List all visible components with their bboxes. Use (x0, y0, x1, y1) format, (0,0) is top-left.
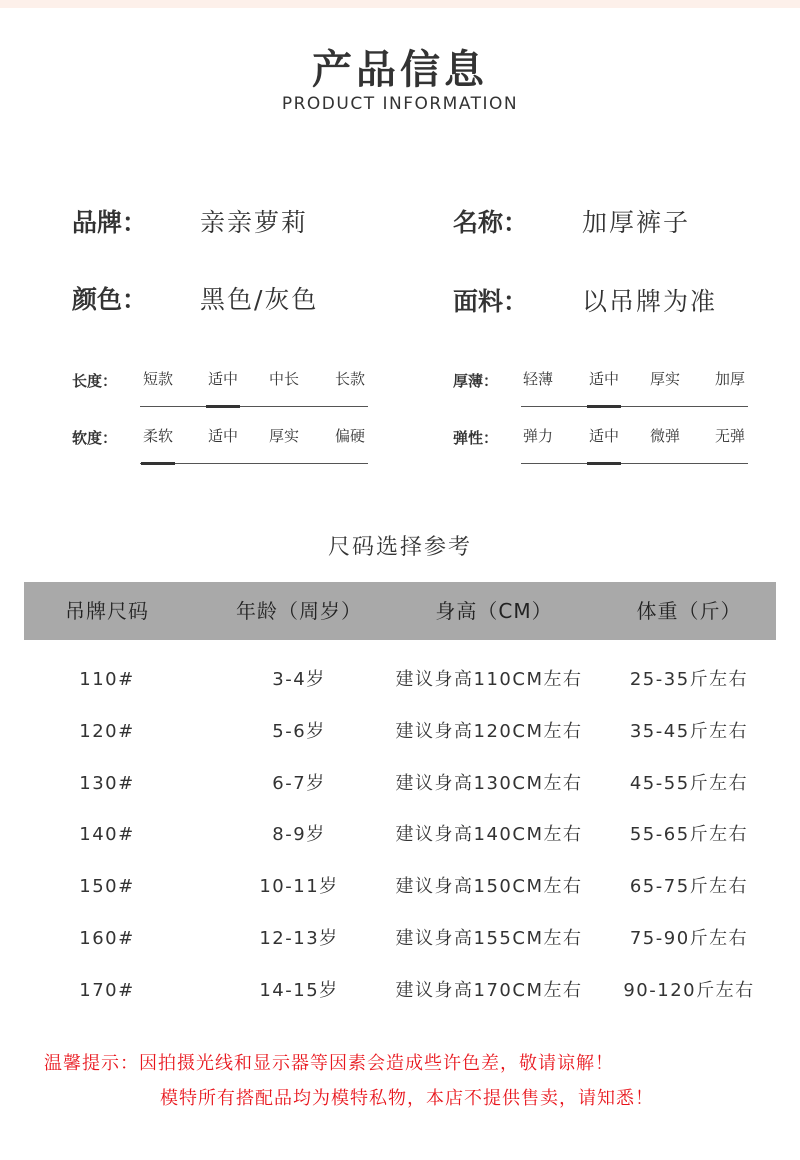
cell-tag-size: 170# (79, 979, 135, 1001)
elasticity-label: 弹性： (453, 429, 499, 447)
softness-option: 偏硬 (334, 427, 365, 445)
cell-height: 建议身高155CM左右 (395, 927, 583, 949)
header-weight: 体重（斤） (636, 599, 742, 623)
cell-weight: 90-120斤左右 (623, 979, 755, 1001)
softness-option: 柔软 (142, 427, 173, 445)
cell-height: 建议身高150CM左右 (395, 876, 583, 898)
table-row (24, 965, 776, 1017)
cell-weight: 25-35斤左右 (629, 669, 749, 690)
cell-weight: 45-55斤左右 (629, 772, 749, 794)
page-subtitle: PRODUCT INFORMATION (281, 94, 519, 114)
cell-tag-size: 110# (79, 669, 135, 690)
softness-option: 厚实 (268, 427, 299, 445)
thickness-option: 轻薄 (522, 370, 553, 388)
size-table-body (24, 654, 776, 1017)
cell-age: 5-6岁 (272, 720, 326, 742)
name-value: 加厚裤子 (582, 208, 691, 237)
cell-weight: 65-75斤左右 (629, 876, 749, 898)
table-row (24, 913, 776, 965)
cell-weight: 55-65斤左右 (629, 824, 749, 846)
cell-age: 12-13岁 (259, 927, 339, 949)
length-option: 长款 (334, 370, 365, 388)
elasticity-option: 微弹 (649, 427, 680, 445)
cell-height: 建议身高130CM左右 (395, 772, 583, 794)
page-title: 产品信息 (312, 47, 488, 93)
brand-label: 品牌： (72, 208, 148, 237)
cell-weight: 35-45斤左右 (629, 720, 749, 742)
length-option: 中长 (268, 370, 299, 388)
cell-tag-size: 140# (79, 824, 135, 846)
cell-tag-size: 130# (79, 772, 135, 794)
table-row (24, 654, 776, 706)
cell-age: 6-7岁 (272, 772, 326, 794)
header-height: 身高（CM） (435, 599, 553, 623)
thickness-option: 厚实 (649, 370, 680, 388)
cell-age: 8-9岁 (272, 824, 326, 846)
header-age: 年龄（周岁） (236, 599, 362, 623)
elasticity-scale (521, 423, 748, 464)
softness-scale (140, 423, 368, 464)
cell-tag-size: 150# (79, 876, 135, 898)
cell-age: 14-15岁 (259, 979, 339, 1001)
softness-selected-marker (141, 462, 175, 465)
cell-tag-size: 120# (79, 720, 135, 742)
cell-tag-size: 160# (79, 927, 135, 949)
header-tag-size: 吊牌尺码 (65, 599, 149, 623)
cell-age: 3-4岁 (272, 669, 326, 690)
top-band (0, 0, 800, 8)
thickness-option: 适中 (588, 370, 619, 388)
cell-age: 10-11岁 (259, 876, 339, 898)
cell-height: 建议身高170CM左右 (395, 979, 583, 1001)
table-row (24, 861, 776, 913)
cell-height: 建议身高120CM左右 (395, 720, 583, 742)
size-table-header (24, 582, 776, 640)
thickness-label: 厚薄： (453, 372, 499, 390)
softness-option: 适中 (207, 427, 238, 445)
notice-line-1: 温馨提示：因拍摄光线和显示器等因素会造成些许色差，敬请谅解！ (44, 1053, 614, 1074)
name-label: 名称： (453, 208, 529, 237)
thickness-option: 加厚 (714, 370, 745, 388)
table-row (24, 809, 776, 861)
notice-line-2: 模特所有搭配品均为模特私物，本店不提供售卖，请知悉！ (160, 1088, 654, 1109)
length-selected-marker (206, 405, 240, 408)
size-table-title: 尺码选择参考 (327, 535, 472, 560)
length-scale (140, 366, 368, 407)
softness-label: 软度： (72, 429, 118, 447)
elasticity-option: 无弹 (714, 427, 745, 445)
brand-value: 亲亲萝莉 (200, 208, 309, 237)
length-option: 短款 (142, 370, 173, 388)
color-label: 颜色： (72, 285, 148, 314)
length-label: 长度： (72, 372, 118, 390)
elasticity-option: 适中 (588, 427, 619, 445)
color-value: 黑色/灰色 (200, 285, 319, 314)
fabric-value: 以吊牌为准 (582, 287, 718, 316)
thickness-selected-marker (587, 405, 621, 408)
cell-height: 建议身高140CM左右 (395, 824, 583, 846)
length-option: 适中 (207, 370, 238, 388)
table-row (24, 706, 776, 758)
fabric-label: 面料： (453, 287, 529, 316)
table-row (24, 758, 776, 810)
thickness-scale (521, 366, 748, 407)
cell-weight: 75-90斤左右 (629, 927, 749, 949)
cell-height: 建议身高110CM左右 (395, 669, 583, 690)
elasticity-option: 弹力 (522, 427, 553, 445)
elasticity-selected-marker (587, 462, 621, 465)
